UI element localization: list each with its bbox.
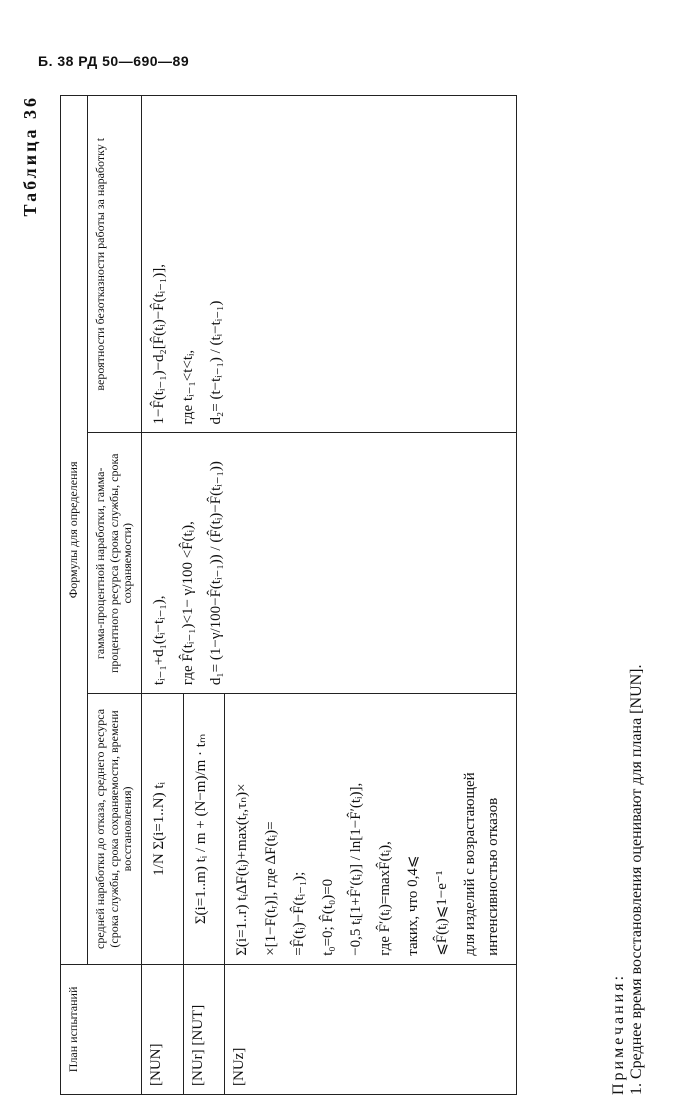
- notes-heading: Примечания:: [610, 972, 627, 1095]
- header-col-c: вероятности безотказности работы за наработку t: [87, 96, 141, 433]
- plan-cell: [NUz]: [225, 964, 517, 1094]
- formula-cell-a: Σ(i=1..r) tᵢΔF(tᵢ)+max(tᵣ,τₙ)× ×[1−F(tᵣ)], где ΔF(tᵢ)= =F̂(tᵢ)−F̂(tᵢ₋₁); t₀=0; F̂(t₀)=0 −0,5 tᵢ[1+F̂′(tᵢ)] / ln[1−F̂′(tᵢ)], где F̂′(tᵢ)=maxF̂(tᵢ), таких, что 0,4⩽ ⩽F̂(tᵢ)⩽1−e⁻¹ для изделий с возрастающей интенсивностью отказов: [225, 694, 517, 965]
- formula-cell-b: tᵢ₋₁+d₁(tᵢ−tᵢ₋₁), где F̂(tᵢ₋₁)<1− γ/100 <F̂(tᵢ), d₁= (1−γ/100−F̂(tᵢ₋₁)) / (F̂(tᵢ)−F̂(tᵢ₋₁)): [142, 433, 517, 694]
- plan-cell: [NUN]: [142, 964, 184, 1094]
- table-row: [142, 96, 184, 1095]
- formula-table: [60, 95, 517, 1095]
- table-title: Таблица 36: [20, 95, 40, 217]
- header-row-1: [61, 96, 88, 1095]
- formula-cell-a: 1/N Σ(i=1..N) tᵢ: [142, 694, 184, 965]
- note-item: 1. Среднее время восстановления оценивают для плана [NUN].: [628, 664, 645, 1095]
- header-row-2: [87, 96, 141, 1095]
- header-col-a: средней наработки до отказа, среднего ресурса (срока службы, срока сохраняемости, времени восстановления): [87, 694, 141, 965]
- plan-cell: [NUr] [NUT]: [183, 964, 225, 1094]
- notes: [610, 664, 646, 1095]
- formula-cell-c: 1−F̂(tᵢ₋₁)−d₂[F̂(tᵢ)−F̂(tᵢ₋₁)], где tᵢ₋₁<t<tᵢ, d₂= (t−tᵢ₋₁) / (tᵢ−tᵢ₋₁): [142, 96, 517, 433]
- header-group: Формулы для определения: [61, 96, 88, 965]
- header-col-b: гамма-процентной наработки, гамма-процентного ресурса (срока службы, срока сохраняемости): [87, 433, 141, 694]
- header-plan: План испытаний: [61, 964, 142, 1094]
- rotated-page-content: [20, 95, 670, 1095]
- formula-cell-a: Σ(i=1..m) tᵢ / m + (N−m)/m · tₘ: [183, 694, 225, 965]
- page-header: Б. 38 РД 50—690—89: [38, 53, 190, 69]
